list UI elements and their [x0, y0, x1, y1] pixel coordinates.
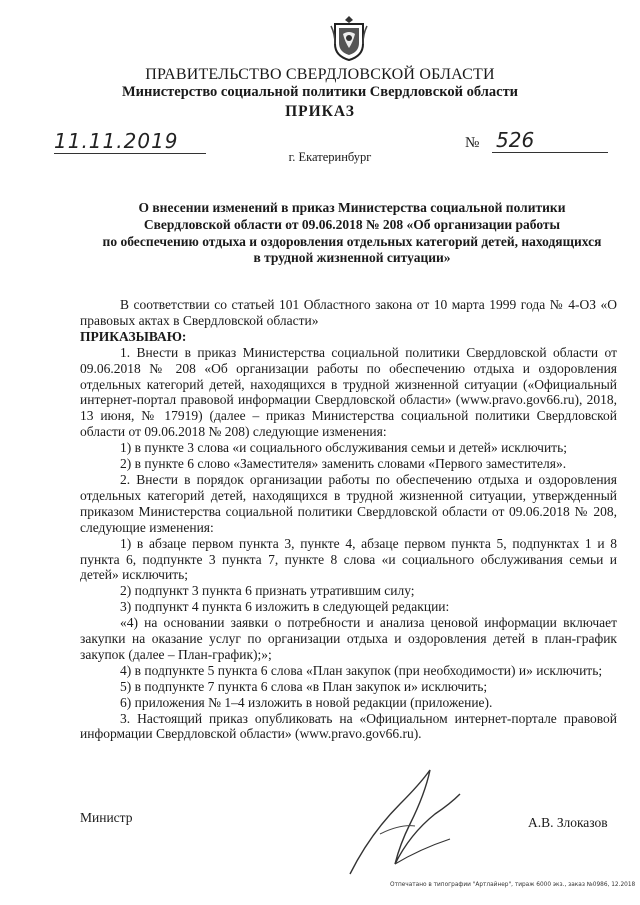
paragraph-2-item-5: 5) в подпункте 7 пункта 6 слова «в План закупок и» исключить;	[120, 678, 488, 694]
paragraph-1-item-2: 2) в пункте 6 слово «Заместителя» заменить словами «Первого заместителя».	[120, 456, 567, 472]
paragraph-3: 3. Настоящий приказ опубликовать на «Официальном интернет-портале правовой информации Свердловской области» (www.pravo.gov66.ru).	[80, 710, 617, 742]
ministry-name: Министерство социальной политики Свердловской области	[121, 84, 519, 100]
paragraph-2-item-6: 6) приложения № 1–4 изложить в новой редакции (приложение).	[120, 694, 493, 710]
paragraph-1: 1. Внести в приказ Министерства социальной политики Свердловской области от 09.06.2018 № 208 «Об организации работы по обеспечению отдыха и оздоровления отдельных категорий детей, находящихся в трудной жизненной ситуации («Официальный интернет-портал правовой информации Свердловской области» (www.pravo.gov66.ru), 2018, 13 июня, № 17919) (далее – приказ Министерства социальной политики Свердловской области от 09.06.2018 № 208) следующие изменения:	[80, 344, 617, 440]
signatory-position: Министр	[80, 810, 133, 825]
document-number: 526	[496, 128, 535, 152]
paragraph-2-item-2: 2) подпункт 3 пункта 6 признать утратившим силу;	[120, 583, 415, 599]
handwritten-signature	[340, 764, 480, 882]
print-info: Отпечатано в типографии "Артлайнер", тираж 6000 экз., заказ №0986, 12.2018	[390, 882, 636, 888]
document-type: ПРИКАЗ	[285, 103, 355, 120]
preamble: В соответствии со статьей 101 Областного закона от 10 марта 1999 года № 4-ОЗ «О правовых актах в Свердловской области»	[80, 297, 617, 328]
paragraph-2-item-1: 1) в абзаце первом пункта 3, пункте 4, абзаце первом пункта 5, подпунктах 1 и 8 пункта 6, подпункте 3 пункта 7, пункте 8 слова «и социального обслуживания семьи и детей» исключить;	[80, 535, 617, 583]
number-label: №	[465, 135, 480, 151]
paragraph-2-item-3: 3) подпункт 4 пункта 6 изложить в следующей редакции:	[120, 599, 450, 615]
paragraph-1-item-1: 1) в пункте 3 слова «и социального обслуживания семьи и детей» исключить;	[120, 440, 567, 456]
title-line: в трудной жизненной ситуации»	[253, 250, 451, 266]
coat-of-arms-emblem	[329, 14, 369, 62]
city: г. Екатеринбург	[288, 150, 372, 164]
decree-word: ПРИКАЗЫВАЮ:	[80, 328, 187, 344]
document-date: 11.11.2019	[54, 129, 179, 153]
paragraph-2: 2. Внести в порядок организации работы по обеспечению отдыха и оздоровления отдельных категорий детей, находящихся в трудной жизненной ситуации, утвержденный приказом Министерства социальной политики Свердловской области от 09.06.2018 № 208, следующие изменения:	[80, 471, 617, 535]
title-line: О внесении изменений в приказ Министерства социальной политики	[138, 200, 566, 215]
government-title: ПРАВИТЕЛЬСТВО СВЕРДЛОВСКОЙ ОБЛАСТИ	[145, 66, 495, 83]
document-body	[80, 297, 617, 742]
paragraph-2-item-4: 4) в подпункте 5 пункта 6 слова «План закупок (при необходимости) и» исключить;	[120, 662, 603, 678]
paragraph-2-item-3-quote: «4) на основании заявки о потребности и анализа ценовой информации включает закупки на оказание услуг по организации отдыха и оздоровления детей в план-график закупок (далее – План-график);»;	[80, 615, 617, 662]
signatory-name: А.В. Злоказов	[528, 815, 608, 830]
title-line: Свердловской области от 09.06.2018 № 208 «Об организации работы	[143, 216, 561, 232]
title-line: по обеспечению отдыха и оздоровления отдельных категорий детей, находящихся	[102, 233, 602, 249]
document-title	[88, 200, 616, 267]
